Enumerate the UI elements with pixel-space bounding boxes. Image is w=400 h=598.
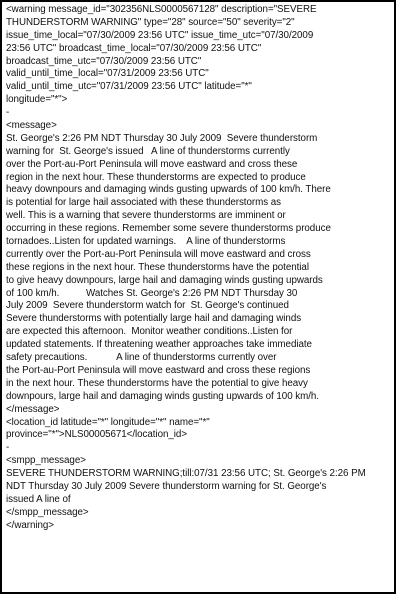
document-line: NDT Thursday 30 July 2009 Severe thunderstorm warning for St. George's — [6, 480, 327, 492]
document-line: the Port-au-Port Peninsula will move eastward and cross these regions — [6, 364, 311, 376]
document-line: well. This is a warning that severe thunderstorms are imminent or — [6, 210, 286, 222]
document-line: - — [6, 107, 10, 119]
document-line: to give heavy downpours, large hail and damaging winds gusting upwards — [6, 274, 323, 286]
document-line: currently over the Port-au-Port Peninsula will move eastward and cross — [6, 248, 311, 260]
document-line: THUNDERSTORM WARNING" type="28" source="50" severity="2" — [6, 16, 295, 28]
document-line: SEVERE THUNDERSTORM WARNING;till:07/31 23:56 UTC; St. George's 2:26 PM — [6, 468, 366, 480]
document-line: July 2009 Severe thunderstorm watch for St. George's continued — [6, 300, 289, 312]
document-line: occurring in these regions. Remember some severe thunderstorms produce — [6, 223, 331, 235]
document-line: is potential for large hail associated with these thunderstorms as — [6, 197, 281, 209]
document-line: over the Port-au-Port Peninsula will move eastward and cross these — [6, 158, 298, 170]
document-line: these regions in the next hour. These thunderstorms have the potential — [6, 261, 309, 273]
document-line: warning for St. George's issued A line of thunderstorms currently — [6, 145, 290, 157]
document-line: longitude="*"> — [6, 94, 68, 106]
document-line: issued A line of — [6, 493, 71, 505]
document-line: </smpp_message> — [6, 506, 89, 518]
document-line: St. George's 2:26 PM NDT Thursday 30 July 2009 Severe thunderstorm — [6, 132, 318, 144]
document-line: <smpp_message> — [6, 455, 86, 467]
document-line: 23:56 UTC" broadcast_time_local="07/30/2009 23:56 UTC" — [6, 42, 262, 54]
document-line: Severe thunderstorms with potentially large hail and damaging winds — [6, 313, 302, 325]
document-line: </warning> — [6, 519, 54, 531]
document-line: valid_until_time_local="07/31/2009 23:56 UTC" — [6, 68, 209, 80]
document-line: of 100 km/h. Watches St. George's 2:26 PM NDT Thursday 30 — [6, 287, 298, 299]
document-line: in the next hour. These thunderstorms have the potential to give heavy — [6, 377, 308, 389]
document-line: region in the next hour. These thunderstorms are expected to produce — [6, 171, 306, 183]
document-line: are expected this afternoon. Monitor weather conditions..Listen for — [6, 326, 293, 338]
document-line: </message> — [6, 403, 60, 415]
document-line: issue_time_local="07/30/2009 23:56 UTC" issue_time_utc="07/30/2009 — [6, 29, 314, 41]
document-line: - — [6, 442, 10, 454]
document-line: tornadoes..Listen for updated warnings. A line of thunderstorms — [6, 236, 286, 248]
document-line: <location_id latitude="*" longitude="*" name="*" — [6, 416, 210, 428]
document-line: province="*">NLS00005671</location_id> — [6, 429, 187, 441]
document-line: <message> — [6, 120, 57, 132]
document-line: broadcast_time_utc="07/30/2009 23:56 UTC" — [6, 55, 202, 67]
document-line: downpours, large hail and damaging winds gusting upwards of 100 km/h. — [6, 390, 319, 402]
document-line: <warning message_id="302356NLS0000567128" description="SEVERE — [6, 4, 317, 15]
document-line: safety precautions. A line of thunderstorms currently over — [6, 352, 277, 364]
document-line: valid_until_time_utc="07/31/2009 23:56 UTC" latitude="*" — [6, 81, 252, 93]
document-line: heavy downpours and damaging winds gusting upwards of 100 km/h. There — [6, 184, 331, 196]
document-line: updated statements. If threatening weather approaches take immediate — [6, 339, 312, 351]
